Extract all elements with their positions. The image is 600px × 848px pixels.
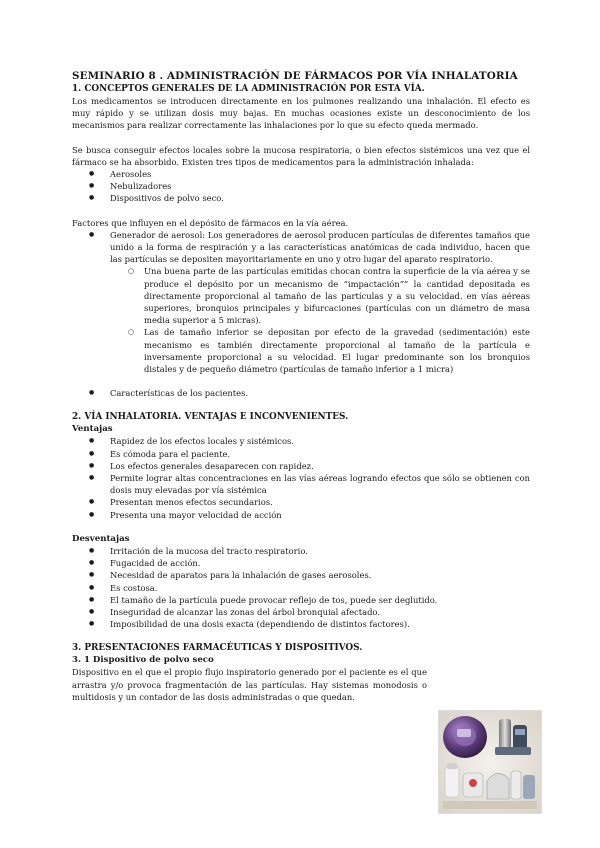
- list-item: ● Es costosa.: [72, 582, 530, 594]
- advantages-list: [72, 435, 530, 520]
- section3-paragraph: Dispositivo en el que el propio flujo inspiratorio generado por el paciente es el que arrastra y/o provoca fragmentación de las partículas. Hay sistemas monodosis o multidosis y un contador de las dosis administradas o que quedan.: [72, 667, 427, 702]
- section3-heading: 3. PRESENTACIONES FARMACÉUTICAS Y DISPOSITIVOS.: [72, 643, 363, 654]
- inhaler-icon: [445, 767, 459, 797]
- list-item: ● Necesidad de aparatos para la inhalación de gases aerosoles.: [72, 569, 530, 581]
- section1-paragraph-2: Se busca conseguir efectos locales sobre la mucosa respiratoria, o bien efectos sistémicos una vez que el fármaco se ha absorbido. Existen tres tipos de medicamentos para la administración inhalada:: [72, 144, 530, 167]
- section1-paragraph-1: Los medicamentos se introducen directamente en los pulmones realizando una inhalación. El efecto es muy rápido y se utilizan dosis muy bajas. En muchas ocasiones existe un desconocimiento de los mecanismos para realizar correctamente las inhalaciones por lo que su efecto queda mermado.: [72, 96, 530, 131]
- list-item: ○ Las de tamaño inferior se depositan por efecto de la gravedad (sedimentación) este mecanismo es también directamente proporcional al tamaño de la partícula e inversamente proporcional a su velocidad. El lugar predominante son los bronquios distales y de pequeño diámetro (partículas de tamaño inferior a 1 micra): [72, 326, 530, 375]
- canister-icon: [499, 719, 511, 749]
- list-item: ● Permite lograr altas concentraciones en las vías aéreas logrando efectos que sólo se obtienen con dosis muy elevadas por vía sistémica: [72, 472, 530, 496]
- document-page: [72, 70, 530, 703]
- list-item: ● Aerosoles: [72, 168, 530, 180]
- deposition-mechanisms-list: [72, 265, 530, 375]
- list-item: ○ Una buena parte de las partículas emitidas chocan contra la superficie de la vía aérea y se produce el depósito por un mecanismo de “impactación”” la cantidad depositada es directamente proporcional al tamaño de las partículas y a su velocidad. en vías aéreas superiores, bronquios principales y bifurcaciones (partículas con un diámetro de masa media superior a 5 micras).: [72, 265, 530, 326]
- factors-list-2: [72, 387, 530, 399]
- list-item: ● Imposibilidad de una dosis exacta (dependiendo de distintos factores).: [72, 618, 530, 630]
- section2-heading: 2. VÍA INHALATORIA. VENTAJAS E INCONVENIENTES.: [72, 412, 349, 423]
- advantages-title: Ventajas: [72, 424, 113, 435]
- list-item: ● El tamaño de la partícula puede provocar reflejo de tos, puede ser deglutido.: [72, 594, 530, 606]
- section1-heading: 1. CONCEPTOS GENERALES DE LA ADMINISTRACIÓN POR ESTA VÍA.: [72, 84, 425, 94]
- factors-intro: Factores que influyen en el depósito de fármacos en la vía aérea.: [72, 217, 349, 228]
- factors-list: [72, 229, 530, 266]
- list-item: ● Fugacidad de acción.: [72, 557, 530, 569]
- list-item: ● Presentan menos efectos secundarios.: [72, 496, 530, 508]
- disadvantages-title: Desventajas: [72, 533, 130, 544]
- document-title: SEMINARIO 8 . ADMINISTRACIÓN DE FÁRMACOS POR VÍA INHALATORIA: [72, 70, 518, 82]
- inhaler-devices-illustration: [439, 711, 541, 813]
- list-item: ● Irritación de la mucosa del tracto respiratorio.: [72, 545, 530, 557]
- list-item: ● Presenta una mayor velocidad de acción: [72, 509, 530, 521]
- list-item: ● Dispositivos de polvo seco.: [72, 192, 530, 204]
- inhaler-devices-photo: [438, 710, 542, 814]
- list-item: ● Es cómoda para el paciente.: [72, 448, 530, 460]
- list-item: ● Inseguridad de alcanzar las zonas del árbol bronquial afectado.: [72, 606, 530, 618]
- medication-types-list: [72, 168, 530, 205]
- section3-subheading: 3. 1 Dispositivo de polvo seco: [72, 655, 214, 666]
- list-item: ● Rapidez de los efectos locales y sistémicos.: [72, 435, 530, 447]
- list-item: ● Los efectos generales desaparecen con rapidez.: [72, 460, 530, 472]
- list-item: ● Características de los pacientes.: [72, 387, 530, 399]
- factor-aerosol-generator: Generador de aerosol: Los generadores de aerosol producen partículas de diferentes tamaños que unido a la forma de respiración y a las características anatómicas de cada individuo, hacen que las partículas se depositen mayoritariamente en uno y otro lugar del aparato respiratorio.: [110, 229, 530, 265]
- list-item: [72, 229, 530, 266]
- section3: [72, 642, 427, 703]
- disadvantages-list: [72, 545, 530, 630]
- list-item: ● Nebulizadores: [72, 180, 530, 192]
